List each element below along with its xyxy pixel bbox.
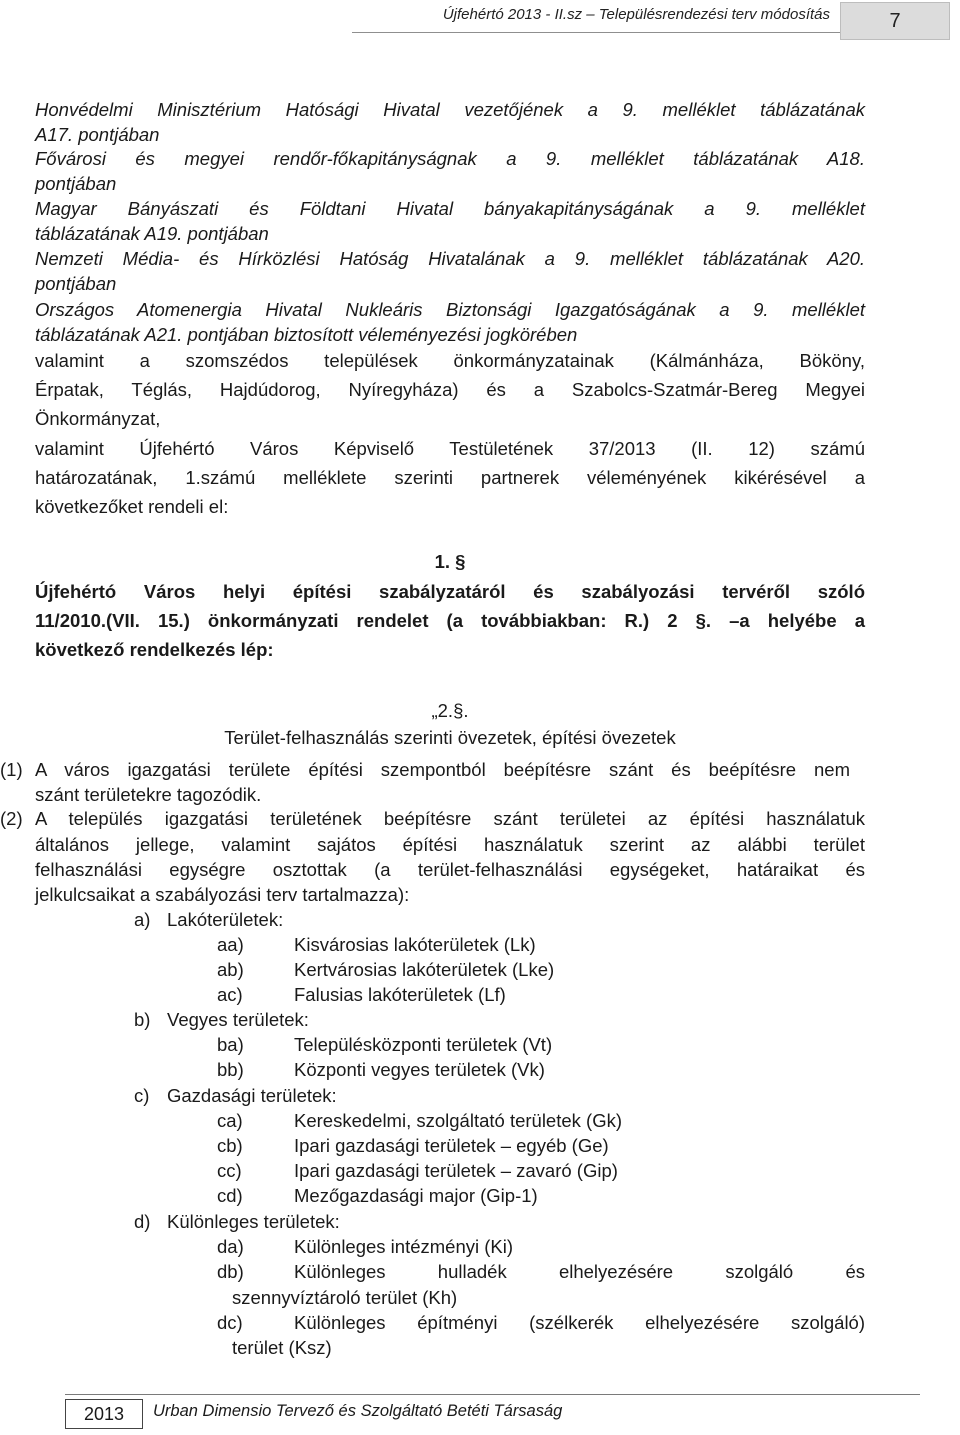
intro-line: táblázatának A21. pontjában biztosított véleményezési jogkörében bbox=[35, 324, 578, 345]
page-number: 7 bbox=[889, 9, 901, 32]
subcategory-label: db) bbox=[217, 1261, 244, 1282]
subcategory-label: da) bbox=[217, 1236, 244, 1257]
subcategory-label: cc) bbox=[217, 1160, 242, 1181]
intro-line: Fővárosi és megyei rendőr-főkapitányságnak a 9. melléklet táblázatának A18. bbox=[35, 148, 865, 169]
subcategory-text: Településközponti területek (Vt) bbox=[294, 1034, 553, 1055]
body-line: Érpatak, Téglás, Hajdúdorog, Nyíregyháza) és a Szabolcs-Szatmár-Bereg Megyei bbox=[35, 379, 865, 400]
body-line: valamint a szomszédos települések önkormányzatainak (Kálmánháza, Bököny, bbox=[35, 350, 865, 371]
section-text: következő rendelkezés lép: bbox=[35, 639, 274, 660]
intro-line: Országos Atomenergia Hivatal Nukleáris Biztonsági Igazgatóságának a 9. melléklet bbox=[35, 299, 865, 320]
subcategory-label: aa) bbox=[217, 934, 244, 955]
body-line: határozatának, 1.számú melléklete szerinti partnerek véleményének kikérésével a bbox=[35, 467, 865, 488]
paragraph-line: szánt területekre tagozódik. bbox=[35, 784, 262, 805]
subcategory-text: Különleges építményi (szélkerék elhelyezésére szolgáló) bbox=[294, 1312, 865, 1333]
section-title: Terület-felhasználás szerinti övezetek, építési övezetek bbox=[224, 727, 676, 748]
subcategory-text: Kertvárosias lakóterületek (Lke) bbox=[294, 959, 555, 980]
subcategory-label: ca) bbox=[217, 1110, 243, 1131]
category-label: c) bbox=[134, 1085, 150, 1106]
paragraph-line: jelkulcsaikat a szabályozási terv tartalmazza): bbox=[35, 884, 410, 905]
category-title: Gazdasági területek: bbox=[167, 1085, 337, 1106]
category-title: Lakóterületek: bbox=[167, 909, 284, 930]
section-number: 1. § bbox=[434, 551, 466, 572]
intro-line: A17. pontjában bbox=[35, 124, 160, 145]
paragraph-number: (1) bbox=[0, 759, 23, 780]
intro-line: Nemzeti Média- és Hírközlési Hatóság Hivatalának a 9. melléklet táblázatának A20. bbox=[35, 248, 865, 269]
subcategory-text: Falusias lakóterületek (Lf) bbox=[294, 984, 506, 1005]
subcategory-text: Központi vegyes területek (Vk) bbox=[294, 1059, 545, 1080]
subcategory-label: ba) bbox=[217, 1034, 244, 1055]
intro-line: pontjában bbox=[35, 173, 117, 194]
category-label: b) bbox=[134, 1009, 151, 1030]
subcategory-text: Ipari gazdasági területek – zavaró (Gip) bbox=[294, 1160, 618, 1181]
header-rule bbox=[352, 32, 840, 33]
subcategory-text: Kisvárosias lakóterületek (Lk) bbox=[294, 934, 536, 955]
body-line: Önkormányzat, bbox=[35, 408, 161, 429]
body-line: valamint Újfehértó Város Képviselő Testületének 37/2013 (II. 12) számú bbox=[35, 438, 865, 459]
footer-year-box bbox=[65, 1399, 143, 1429]
intro-line: pontjában bbox=[35, 273, 117, 294]
footer-rule bbox=[65, 1394, 920, 1395]
paragraph-line: A település igazgatási területének beépítésre szánt területei az építési használatuk bbox=[35, 808, 865, 829]
subcategory-text: Mezőgazdasági major (Gip-1) bbox=[294, 1185, 538, 1206]
paragraph-line: A város igazgatási területe építési szempontból beépítésre szánt és beépítésre nem bbox=[35, 759, 850, 780]
footer-year: 2013 bbox=[83, 1403, 125, 1424]
footer-organization: Urban Dimensio Tervező és Szolgáltató Betéti Társaság bbox=[153, 1402, 563, 1420]
section-number: „2.§. bbox=[431, 700, 469, 721]
body-line: következőket rendeli el: bbox=[35, 496, 229, 517]
subcategory-label: ac) bbox=[217, 984, 243, 1005]
category-label: a) bbox=[134, 909, 151, 930]
category-label: d) bbox=[134, 1211, 151, 1232]
subcategory-label: cd) bbox=[217, 1185, 243, 1206]
subcategory-text: Különleges hulladék elhelyezésére szolgáló és bbox=[294, 1261, 865, 1282]
paragraph-number: (2) bbox=[0, 808, 23, 829]
intro-line: Honvédelmi Minisztérium Hatósági Hivatal vezetőjének a 9. melléklet táblázatának bbox=[35, 99, 865, 120]
subcategory-label: dc) bbox=[217, 1312, 243, 1333]
section-text: 11/2010.(VII. 15.) önkormányzati rendelet (a továbbiakban: R.) 2 §. –a helyébe a bbox=[35, 610, 865, 631]
subcategory-text: Ipari gazdasági területek – egyéb (Ge) bbox=[294, 1135, 609, 1156]
paragraph-line: felhasználási egységre osztottak (a terület-felhasználási egységeket, határaikat és bbox=[35, 859, 865, 880]
subcategory-text: Különleges intézményi (Ki) bbox=[294, 1236, 514, 1257]
subcategory-label: cb) bbox=[217, 1135, 243, 1156]
section-text: Újfehértó Város helyi építési szabályzatáról és szabályozási tervéről szóló bbox=[35, 581, 865, 602]
intro-line: táblázatának A19. pontjában bbox=[35, 223, 269, 244]
subcategory-label: ab) bbox=[217, 959, 244, 980]
subcategory-text: Kereskedelmi, szolgáltató területek (Gk) bbox=[294, 1110, 622, 1131]
page-number-box bbox=[840, 2, 950, 40]
category-title: Vegyes területek: bbox=[167, 1009, 309, 1030]
intro-line: Magyar Bányászati és Földtani Hivatal bányakapitányságának a 9. melléklet bbox=[35, 198, 865, 219]
category-title: Különleges területek: bbox=[167, 1211, 340, 1232]
subcategory-text-continued: terület (Ksz) bbox=[232, 1337, 332, 1358]
subcategory-label: bb) bbox=[217, 1059, 244, 1080]
running-header-title: Újfehértó 2013 - II.sz – Településrendezési terv módosítás bbox=[442, 6, 830, 23]
subcategory-text-continued: szennyvíztároló terület (Kh) bbox=[232, 1287, 458, 1308]
paragraph-line: általános jellege, valamint sajátos építési használatuk szerint az alábbi terület bbox=[35, 834, 865, 855]
